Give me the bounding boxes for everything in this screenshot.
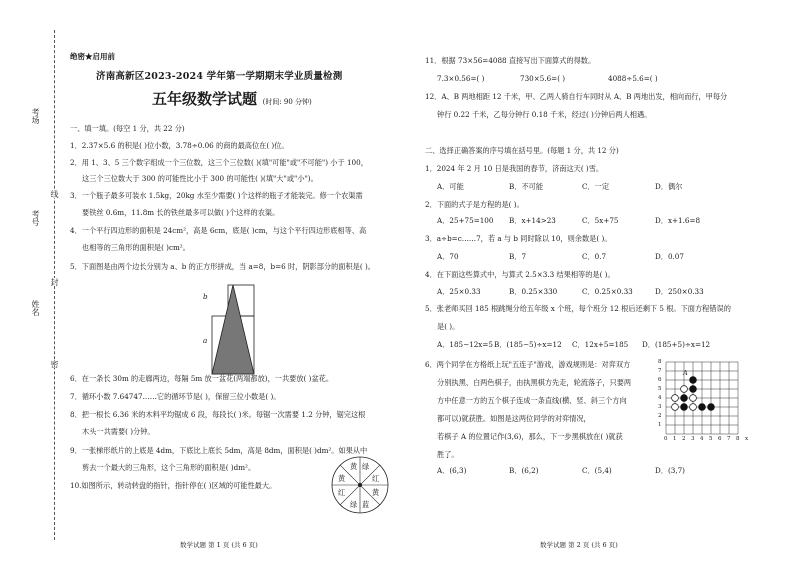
choice-5-opt-c: C．12x+5=185 — [572, 340, 629, 349]
choice-4-opt-d: D．250×0.33 — [655, 287, 704, 296]
white-stone — [672, 404, 679, 411]
grid-y-tick: 7 — [658, 368, 662, 374]
choice-1-opt-a: A．可能 — [437, 182, 464, 191]
question-3b: 要铁丝 0.6m，11.8m 长的铁丝最多可以做( )个这样的农渠。 — [82, 208, 280, 217]
page-title — [152, 88, 312, 109]
q11-item-3: 4088÷5.6=( ) — [608, 74, 658, 83]
choice-6f: 胜了。 — [437, 450, 459, 459]
choice-3-opt-c: C．0.7 — [582, 252, 607, 261]
choice-3-opt-b: B．7 — [509, 252, 527, 261]
question-4a: 4．一个平行四边形的面积是 24cm²，高是 6cm，底是( )cm，与这个平行四边形底相等、高 — [70, 226, 367, 235]
sidebar-seal-line: 线 — [50, 190, 59, 198]
choice-4-opt-b: B．0.25×330 — [509, 287, 558, 296]
choice-1-opt-b: B．不可能 — [509, 182, 544, 191]
question-10: 10.如图所示，转动转盘的指针，指针停在( )区域的可能性最大。 — [70, 481, 277, 490]
exam-time: (时间: 90 分钟) — [262, 98, 312, 106]
question-12b: 钟行 0.22 千米，乙每分钟行 0.18 千米，经过( )分钟后两人相遇。 — [437, 110, 652, 119]
choice-6d: 都可以)就获胜。如图是这两位同学的对弈情况， — [437, 414, 591, 423]
choice-5b: 是( )。 — [437, 322, 460, 331]
black-stone — [690, 386, 697, 393]
grid-y-tick: 3 — [658, 404, 662, 410]
grid-x-tick: x — [745, 436, 749, 442]
grid-x-tick: 1 — [673, 436, 677, 442]
grid-x-tick: 5 — [709, 436, 713, 442]
choice-2-opt-b: B．x+14>23 — [509, 216, 556, 225]
grid-y-tick: 6 — [658, 377, 662, 383]
black-stone — [681, 404, 688, 411]
question-4b: 也相等的三角形的面积是( )cm²。 — [82, 243, 190, 252]
choice-4-opt-a: A．25×0.33 — [437, 287, 481, 296]
white-stone — [681, 386, 688, 393]
choice-5-opt-a: A．185−12x=5 — [437, 340, 493, 349]
left-footer: 数学试题 第 1 页 (共 6 页) — [180, 541, 258, 549]
sidebar-exam-room: 考场 — [31, 108, 40, 124]
grid-x-tick: 6 — [718, 436, 722, 442]
choice-6c: 方中任意一方的五个棋子连成一条直线(横、竖、斜三个方向 — [437, 396, 627, 405]
question-2b: 这三个三位数大于 300 的可能性比小于 300 的可能性( )(填"大"或"小")。 — [82, 174, 318, 183]
question-6: 6．在一条长 30m 的走廊两边，每隔 5m 放一盆花(两端都放)，一共要放( )盆花。 — [70, 374, 334, 383]
question-11: 11．根据 73×56=4088 直接写出下面算式的得数。 — [425, 56, 596, 65]
question-12a: 12．A、B 两地相距 12 千米，甲、乙两人骑自行车同时从 A、B 两地出发，相向而行，甲每分 — [425, 92, 728, 101]
choice-2: 2．下面的式子是方程的是( )。 — [425, 200, 524, 209]
question-8b: 木头一共需要( )分钟。 — [82, 427, 155, 436]
section2-heading: 二、选择正确答案的序号填在括号里。(每题 1 分，共 12 分) — [425, 146, 619, 155]
choice-5a: 5．张老师买回 185 根跳绳分给五年级 x 个班，每个班分 12 根后还剩下 5 根。下面方程错误的 — [425, 304, 731, 313]
exam-title: 济南高新区2023-2024 学年第一学期期末学业质量检测 — [96, 71, 343, 82]
spinner-sector-8: 黄 — [338, 474, 346, 483]
question-5: 5．下面图是由两个边长分别为 a、b 的正方形拼成，当 a=8，b=6 时，阴影部分的面积是( )。 — [70, 262, 375, 271]
question-1: 1．2.37×5.6 的积是( )位小数，3.78÷0.06 的商的最高位在( )位。 — [70, 141, 289, 150]
shaded-triangle — [212, 285, 254, 374]
gomoku-grid — [660, 358, 750, 446]
spinner-sector-2: 绿 — [362, 462, 370, 471]
spinner-sector-4: 黄 — [372, 488, 380, 497]
grid-y-tick: 5 — [658, 386, 662, 392]
black-stone — [690, 377, 697, 384]
question-8a: 8．把一根长 6.36 米的木料平均锯成 6 段，每段长( )米。每锯一次需要 1.2 分钟，锯完这根 — [70, 410, 366, 419]
choice-5-opt-d: D．(185+5)÷x=12 — [642, 340, 711, 349]
q5-label-a: a — [203, 336, 208, 345]
question-2a: 2．用 1、3、5 三个数字组成一个三位数，这三个三位数( )(填"可能"或"不可能") 小于 100， — [70, 158, 368, 167]
sidebar-name: 姓名 — [31, 300, 40, 316]
grid-y-tick: 4 — [658, 395, 662, 401]
sidebar-seal-mi: 密 — [50, 360, 59, 368]
black-stone — [699, 404, 706, 411]
choice-2-opt-c: C．5x+75 — [582, 216, 619, 225]
secret-label: 绝密★启用前 — [70, 52, 115, 61]
choice-4-opt-c: C．0.25×0.33 — [582, 287, 633, 296]
sidebar-exam-number: 考号 — [31, 210, 40, 226]
spinner-sector-7: 红 — [338, 488, 346, 497]
choice-3-opt-a: A．70 — [437, 252, 459, 261]
white-stone — [690, 395, 697, 402]
right-footer: 数学试题 第 2 页 (共 6 页) — [540, 541, 618, 549]
choice-6a: 6．两个同学在方格纸上玩"五连子"游戏，游戏规则是：对弈双方 — [425, 360, 631, 369]
choice-6-opt-d: D．(3,7) — [655, 466, 685, 475]
choice-4: 4．在下面这些算式中，与算式 2.5×3.3 结果相等的是( )。 — [425, 270, 615, 279]
choice-6-opt-a: A．(6,3) — [437, 466, 467, 475]
grid-x-tick: 8 — [736, 436, 740, 442]
question-9a: 9．一张梯形纸片的上底是 4dm，下底比上底长 5dm，高是 8dm，面积是( )dm²。如果从中 — [70, 446, 368, 455]
black-stone — [681, 395, 688, 402]
grid-y-tick: 2 — [658, 413, 662, 419]
white-stone — [690, 404, 697, 411]
grid-y-tick: 8 — [658, 359, 662, 365]
choice-1-opt-d: D．偶尔 — [655, 182, 683, 191]
q10-spinner — [330, 455, 390, 515]
grid-x-tick: 4 — [700, 436, 704, 442]
spinner-sector-5: 蓝 — [362, 500, 370, 509]
choice-2-opt-d: D．x+1.6=8 — [655, 216, 701, 225]
spinner-sector-1: 黄 — [350, 462, 358, 471]
q11-item-1: 7.3×0.56=( ) — [437, 74, 485, 83]
grid-label-a: A — [683, 369, 688, 377]
grid-x-tick: 3 — [691, 436, 695, 442]
q5-square-figure — [198, 280, 288, 380]
section1-heading: 一、填一填。(每空 1 分，共 22 分) — [70, 124, 185, 133]
choice-3: 3．a÷b=c……7，若 a 与 b 同时除以 10，则余数是( )。 — [425, 234, 612, 243]
white-stone — [672, 395, 679, 402]
question-7: 7．循环小数 7.64747……它的循环节是( )，保留三位小数是( )。 — [70, 392, 281, 401]
choice-6e: 若棋子 A 的位置记作(3,6)，那么，下一步黑棋放在( )就获 — [437, 432, 623, 441]
grid-y-tick: 1 — [658, 422, 662, 428]
spinner-sector-6: 绿 — [350, 500, 358, 509]
grid-x-tick: 0 — [664, 436, 668, 442]
subject-title: 五年级数学试题 — [152, 90, 258, 108]
sidebar-seal-feng: 封 — [50, 278, 59, 286]
q11-item-2: 730×5.6=( ) — [520, 74, 566, 83]
choice-6-opt-b: B．(6,2) — [509, 466, 539, 475]
choice-6b: 分别执黑、白两色棋子，由执黑棋方先走，轮流落子，只要两 — [437, 378, 632, 387]
question-3a: 3．一个瓶子最多可装水 1.5kg，20kg 水至少需要( )个这样的瓶子才能装完。修一个农渠需 — [70, 191, 363, 200]
choice-5-opt-b: B．(185−5)÷x=12 — [494, 340, 562, 349]
grid-x-tick: 2 — [682, 436, 686, 442]
choice-2-opt-a: A．25+75=100 — [437, 216, 494, 225]
choice-1-opt-c: C．一定 — [582, 182, 610, 191]
spinner-sector-3: 红 — [372, 474, 380, 483]
q5-label-b: b — [203, 292, 208, 301]
black-stone — [708, 404, 715, 411]
grid-x-tick: 7 — [727, 436, 731, 442]
choice-6-opt-c: C．(5,4) — [582, 466, 612, 475]
choice-3-opt-d: D．0.07 — [655, 252, 684, 261]
question-9b: 剪去一个最大的三角形，这个三角形的面积是( )dm²。 — [82, 463, 256, 472]
choice-1: 1．2024 年 2 月 10 日是我国的春节，济南这天( )雪。 — [425, 164, 604, 173]
